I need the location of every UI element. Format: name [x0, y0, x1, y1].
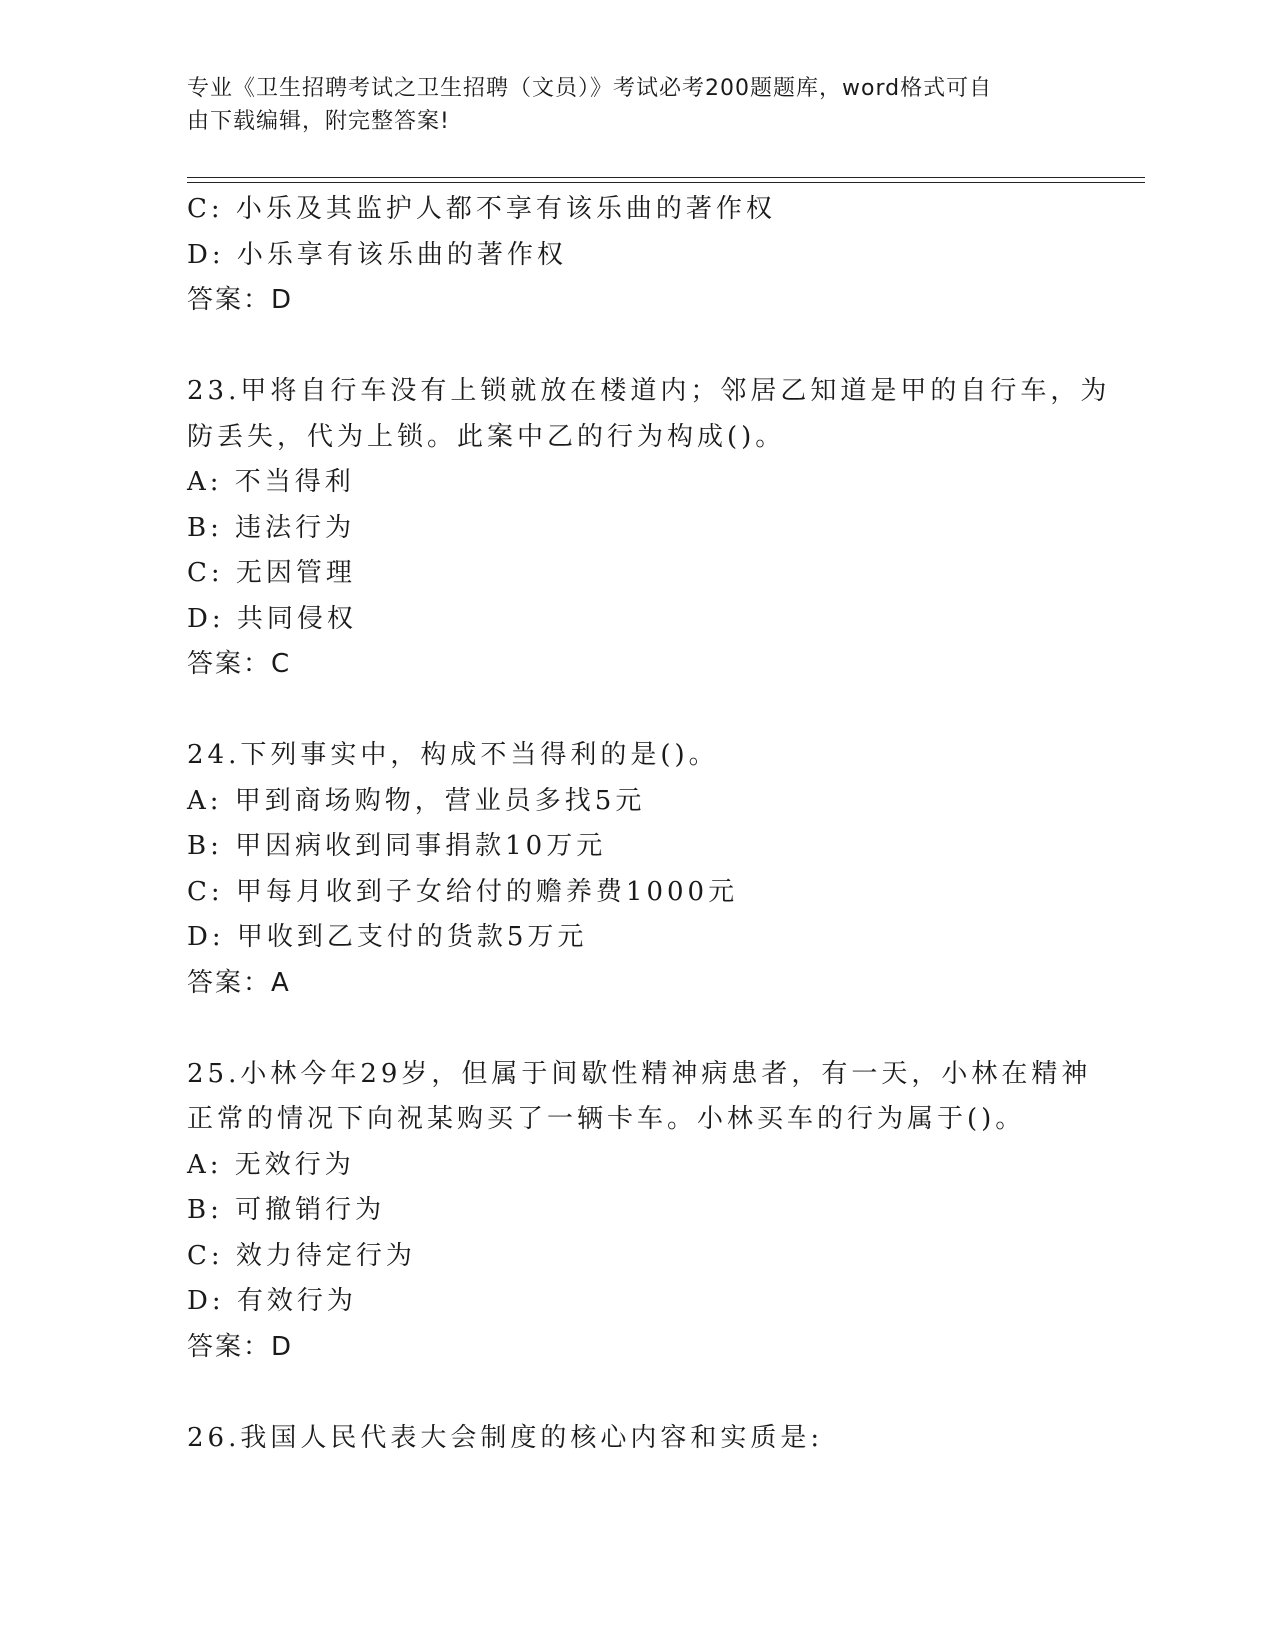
question-block: [187, 1416, 1087, 1462]
question-text-line: 正常的情况下向祝某购买了一辆卡车。小林买车的行为属于()。: [187, 1104, 1026, 1134]
header-divider-top: [187, 177, 1145, 178]
question-text-line: 23.甲将自行车没有上锁就放在楼道内；邻居乙知道是甲的自行车，为: [187, 376, 1111, 406]
option-a: A: 甲到商场购物，营业员多找5元: [187, 785, 646, 816]
spacer: [187, 1006, 1087, 1052]
answer-text: 答案：D: [187, 1331, 294, 1362]
header-line-2: 由下载编辑，附完整答案!: [187, 109, 450, 134]
question-text-line: 26.我国人民代表大会制度的核心内容和实质是:: [187, 1422, 824, 1453]
question-text-line: 防丢失，代为上锁。此案中乙的行为构成()。: [187, 421, 786, 452]
option-b: B: 违法行为: [187, 512, 356, 543]
option-b: B: 可撤销行为: [187, 1195, 386, 1225]
question-text-line: 25.小林今年29岁，但属于间歇性精神病患者，有一天，小林在精神: [187, 1058, 1092, 1089]
spacer: [187, 688, 1087, 734]
option-d: D: 共同侵权: [187, 603, 357, 634]
option-a: A: 无效行为: [187, 1149, 355, 1180]
option-c: C: 效力待定行为: [187, 1240, 416, 1271]
option-d: D: 有效行为: [187, 1286, 357, 1316]
header-line-1: 专业《卫生招聘考试之卫生招聘（文员）》考试必考200题题库，word格式可自: [187, 76, 993, 101]
answer-text: 答案：D: [187, 285, 294, 315]
spacer: [187, 324, 1087, 370]
option-a: A: 不当得利: [187, 467, 355, 497]
question-list: [187, 187, 1111, 1461]
question-block: [187, 1052, 1092, 1371]
question-block: [187, 187, 1087, 324]
spacer: [187, 1370, 1087, 1416]
option-d: D: 甲收到乙支付的货款5万元: [187, 922, 588, 952]
document-header: [187, 72, 1087, 138]
answer-text: 答案：C: [187, 649, 292, 679]
option-c: C: 小乐及其监护人都不享有该乐曲的著作权: [187, 194, 776, 224]
option-d: D: 小乐享有该乐曲的著作权: [187, 239, 567, 270]
header-divider-bottom: [187, 182, 1145, 183]
question-text-line: 24.下列事实中，构成不当得利的是()。: [187, 740, 719, 770]
option-c: C: 无因管理: [187, 558, 356, 588]
answer-text: 答案：A: [187, 967, 291, 998]
option-b: B: 甲因病收到同事捐款10万元: [187, 831, 607, 861]
question-block: [187, 369, 1111, 688]
option-c: C: 甲每月收到子女给付的赡养费1000元: [187, 876, 739, 907]
question-block: [187, 733, 1087, 1006]
